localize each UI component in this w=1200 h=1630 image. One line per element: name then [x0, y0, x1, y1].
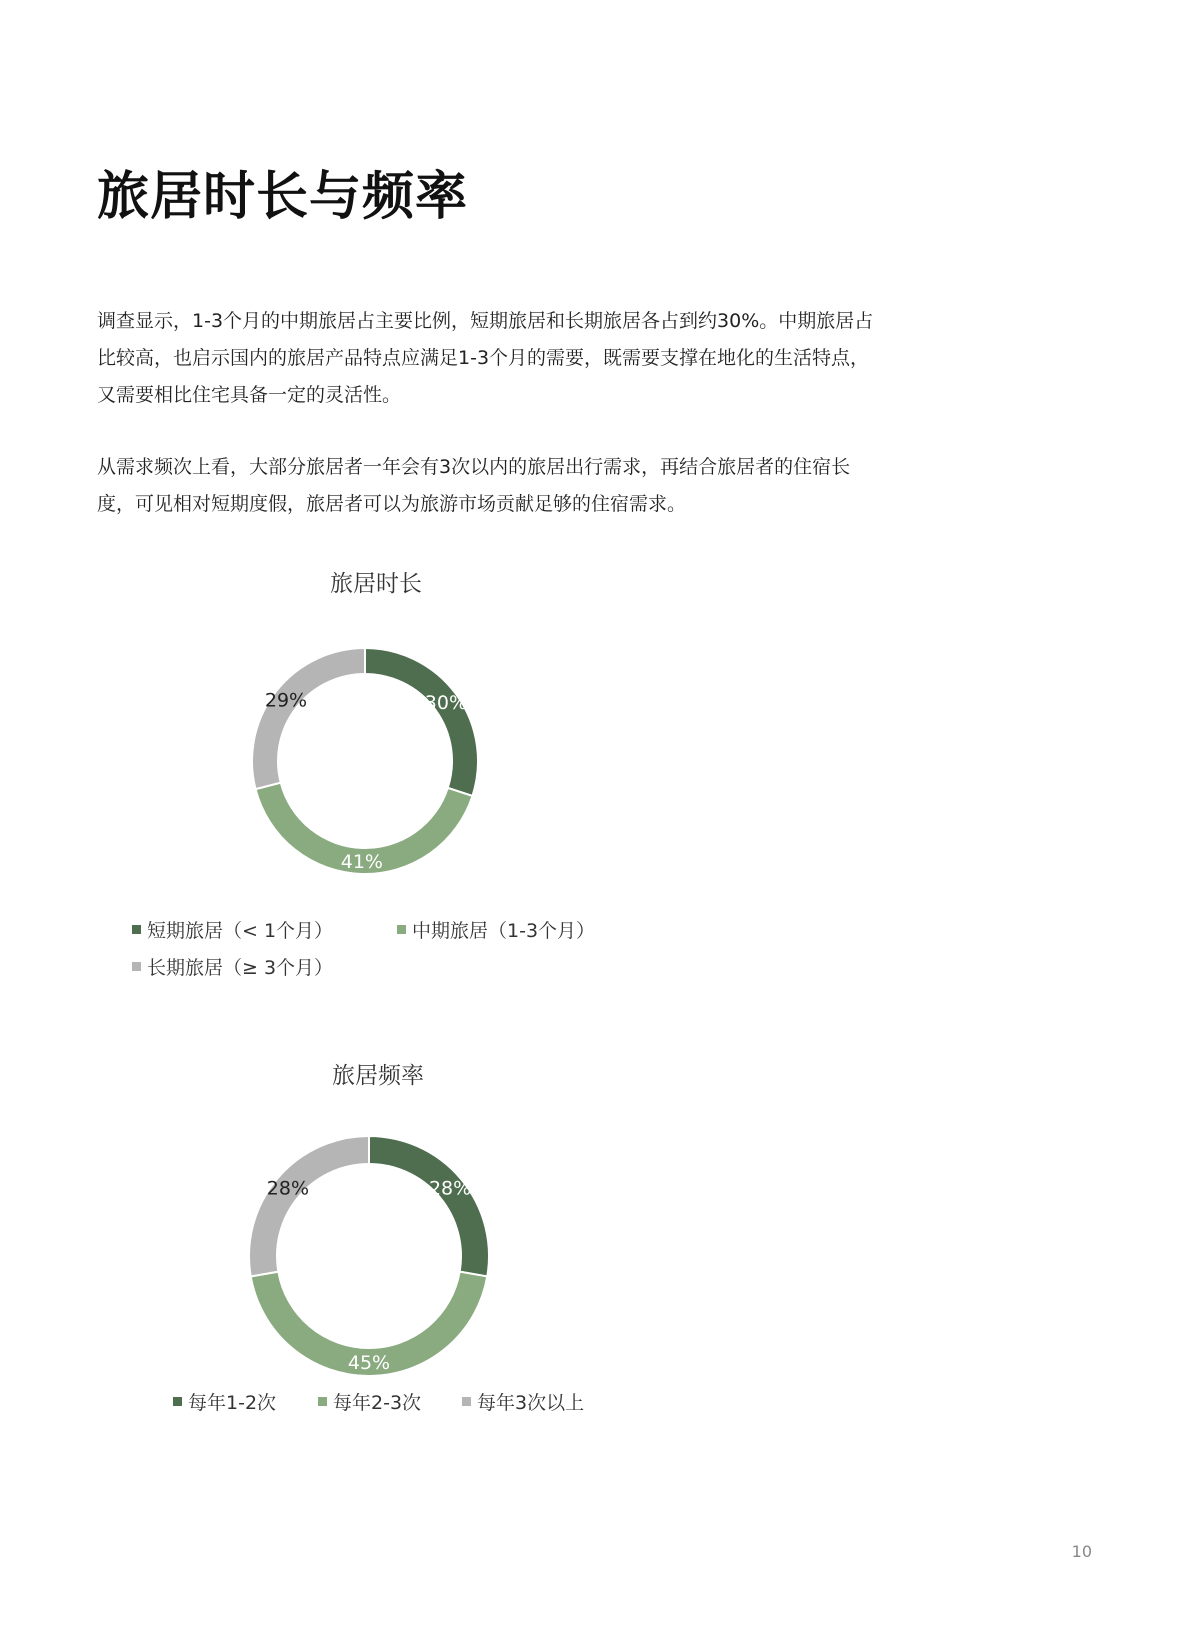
- legend-item-2-3-times: [318, 1388, 421, 1415]
- legend-label: 中期旅居（1-3个月）: [412, 920, 596, 942]
- legend-label: 长期旅居（≥ 3个月）: [147, 957, 334, 979]
- frequency-paragraph: 从需求频次上看，大部分旅居者一年会有3次以内的旅居出行需求，再结合旅居者的住宿长度，可见相对短期度假，旅居者可以为旅游市场贡献足够的住宿需求。: [97, 456, 851, 515]
- donut-data-label: 41%: [340, 850, 383, 873]
- legend-swatch: [462, 1397, 471, 1406]
- legend-swatch: [132, 962, 141, 971]
- chart-title-frequency: 旅居频率: [332, 1063, 424, 1089]
- legend-swatch: [397, 925, 406, 934]
- legend-swatch: [173, 1397, 182, 1406]
- frequency-donut-chart: [249, 1136, 489, 1376]
- legend-swatch: [318, 1397, 327, 1406]
- chart-title-duration: 旅居时长: [330, 571, 422, 597]
- donut-slice: [369, 1136, 489, 1276]
- legend-item-1-2-times: [173, 1388, 276, 1415]
- legend-item-medium-stay: [397, 916, 595, 943]
- legend-item-short-stay: [132, 916, 333, 943]
- donut-data-label: 28%: [428, 1177, 472, 1200]
- donut-slice: [365, 648, 478, 796]
- legend-label: 每年2-3次: [333, 1392, 422, 1414]
- donut-slice: [249, 1136, 369, 1276]
- legend-item-3-plus-times: [462, 1388, 584, 1415]
- legend-item-long-stay: [132, 953, 333, 980]
- legend-label: 每年3次以上: [477, 1392, 585, 1414]
- donut-slice: [252, 648, 365, 789]
- legend-swatch: [132, 925, 141, 934]
- page-title: 旅居时长与频率: [97, 167, 469, 227]
- legend-label: 每年1-2次: [188, 1392, 277, 1414]
- page-number: 10: [1071, 1542, 1092, 1561]
- legend-label: 短期旅居（< 1个月）: [147, 920, 334, 942]
- donut-data-label: 30%: [424, 692, 468, 715]
- donut-data-label: 29%: [264, 689, 308, 712]
- intro-paragraph: 调查显示，1-3个月的中期旅居占主要比例，短期旅居和长期旅居各占到约30%。中期旅居占比较高，也启示国内的旅居产品特点应满足1-3个月的需要，既需要支撑在地化的生活特点，又需要相比住宅具备一定的灵活性。: [97, 310, 874, 406]
- duration-donut-chart: [252, 648, 478, 874]
- donut-data-label: 28%: [266, 1177, 310, 1200]
- donut-data-label: 45%: [347, 1352, 391, 1374]
